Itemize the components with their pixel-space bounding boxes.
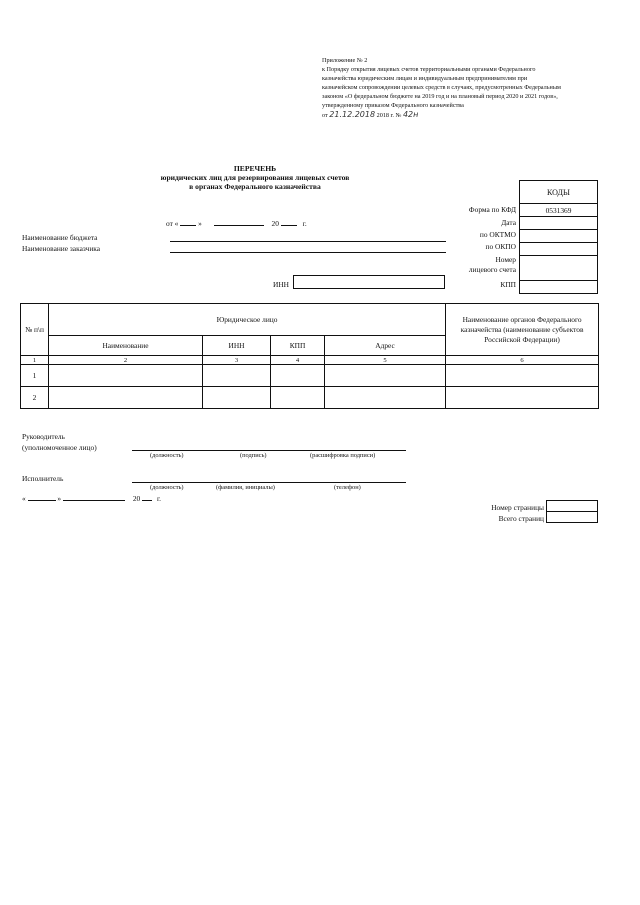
bottom-date-day-blank[interactable] xyxy=(28,500,56,501)
handwritten-order-date: 21.12.2018 xyxy=(329,110,376,119)
title-line-3: в органах Федерального казначейства xyxy=(189,182,321,191)
label-date: Дата xyxy=(501,218,516,227)
row-number: 2 xyxy=(21,387,49,409)
bottom-date-line xyxy=(22,494,161,503)
label-inn: ИНН xyxy=(273,280,290,289)
label-form-kfd: Форма по КФД xyxy=(468,205,516,214)
colnum-3: 3 xyxy=(203,356,271,365)
caption-signature: (подпись) xyxy=(240,452,267,459)
code-date[interactable] xyxy=(520,217,598,230)
order-year: 2018 г. № xyxy=(376,112,402,119)
subcol-kpp: КПП xyxy=(271,336,325,356)
label-kpp: КПП xyxy=(500,280,516,289)
label-head: Руководитель xyxy=(22,432,65,441)
cell-fk-body[interactable] xyxy=(446,387,599,409)
caption-executor-position: (должность) xyxy=(150,484,184,491)
head-signature-line[interactable] xyxy=(132,450,406,451)
customer-name-line[interactable] xyxy=(170,252,446,253)
label-customer-name: Наименование заказчика xyxy=(22,244,101,253)
date-year-blank[interactable] xyxy=(281,225,297,226)
bottom-date-month-blank[interactable] xyxy=(63,500,125,501)
subcol-address: Адрес xyxy=(325,336,446,356)
codes-header: КОДЫ xyxy=(520,181,598,204)
cell-fk-body[interactable] xyxy=(446,365,599,387)
code-okpo[interactable] xyxy=(520,243,598,256)
bottom-date-open: « xyxy=(22,494,26,503)
caption-executor-name: (фамилия, инициалы) xyxy=(216,484,275,491)
caption-executor-phone: (телефон) xyxy=(334,484,361,491)
inn-input-box[interactable] xyxy=(293,275,445,289)
cell-inn[interactable] xyxy=(203,387,271,409)
caption-position: (должность) xyxy=(150,452,184,459)
appendix-line: Приложение № 2 xyxy=(322,57,368,64)
fk-bodies-header: Наименование органов Федерального казначейства (наименование субъектов Российской Федерации) xyxy=(446,304,599,356)
title-line-2: юридических лиц для резервирования лицевых счетов xyxy=(160,173,350,182)
executor-line[interactable] xyxy=(132,482,406,483)
colnum-6: 6 xyxy=(446,356,599,365)
order-reference xyxy=(322,110,561,120)
label-account-line1: Номер xyxy=(495,255,516,264)
doc-title xyxy=(140,164,370,191)
appendix-line: казначейства юридическим лицам и индивидуальным предпринимателям при xyxy=(322,75,528,82)
appendix-line: к Порядку открытия лицевых счетов территориальными органами Федерального xyxy=(322,66,536,73)
colnum-1: 1 xyxy=(21,356,49,365)
code-form-kfd: 0531369 xyxy=(520,204,598,217)
date-day-blank[interactable] xyxy=(180,225,196,226)
title-line-1: ПЕРЕЧЕНЬ xyxy=(233,164,277,173)
budget-name-line[interactable] xyxy=(170,241,446,242)
bottom-date-close: » xyxy=(57,494,62,503)
label-executor: Исполнитель xyxy=(22,474,64,483)
label-total-pages: Всего страниц xyxy=(498,514,544,523)
cell-name[interactable] xyxy=(49,387,203,409)
cell-name[interactable] xyxy=(49,365,203,387)
label-head-sub: (уполномоченное лицо) xyxy=(22,443,97,452)
label-budget-name: Наименование бюджета xyxy=(22,233,98,242)
label-page-number: Номер страницы xyxy=(491,503,544,512)
bottom-date-year-prefix: 20 xyxy=(132,494,141,503)
cell-address[interactable] xyxy=(325,365,446,387)
subcol-name: Наименование xyxy=(49,336,203,356)
colnum-2: 2 xyxy=(49,356,203,365)
appendix-line: казначейском сопровождении целевых средств в случаях, предусмотренных Федеральным xyxy=(322,84,561,91)
date-month-blank[interactable] xyxy=(214,225,264,226)
row-number: 1 xyxy=(21,365,49,387)
colnum-5: 5 xyxy=(325,356,446,365)
label-oktmo: по ОКТМО xyxy=(479,230,516,239)
code-account-number[interactable] xyxy=(520,256,598,281)
date-year-suffix: г. xyxy=(302,219,307,228)
label-account-line2: лицевого счета xyxy=(468,265,516,274)
total-pages-box[interactable] xyxy=(546,511,598,523)
appendix-line: утвержденному приказом Федерального казначейства xyxy=(322,102,464,109)
appendix-line: законом «О федеральном бюджете на 2019 год и на плановый период 2020 и 2021 годов», xyxy=(322,93,558,100)
cell-kpp[interactable] xyxy=(271,365,325,387)
legal-entity-header: Юридическое лицо xyxy=(49,304,446,336)
col-num-header: № п\п xyxy=(21,304,49,356)
cell-address[interactable] xyxy=(325,387,446,409)
cell-kpp[interactable] xyxy=(271,387,325,409)
bottom-date-year-blank[interactable] xyxy=(142,500,152,501)
colnum-4: 4 xyxy=(271,356,325,365)
subcol-inn: ИНН xyxy=(203,336,271,356)
code-kpp[interactable] xyxy=(520,281,598,294)
order-prefix: от xyxy=(322,112,328,119)
label-okpo: по ОКПО xyxy=(485,242,516,251)
date-line xyxy=(166,219,307,228)
bottom-date-year-suffix: г. xyxy=(156,494,161,503)
code-oktmo[interactable] xyxy=(520,230,598,243)
date-year-prefix: 20 xyxy=(271,219,279,228)
date-close: » xyxy=(198,219,202,228)
table-row xyxy=(21,365,599,387)
codes-table xyxy=(519,180,598,294)
handwritten-order-number: 42н xyxy=(402,110,419,119)
caption-signature-decode: (расшифровка подписи) xyxy=(310,452,376,459)
label-account-number xyxy=(469,255,516,275)
date-open: от « xyxy=(166,219,179,228)
cell-inn[interactable] xyxy=(203,365,271,387)
entities-table xyxy=(20,303,599,409)
appendix-block xyxy=(322,56,561,120)
table-row xyxy=(21,387,599,409)
